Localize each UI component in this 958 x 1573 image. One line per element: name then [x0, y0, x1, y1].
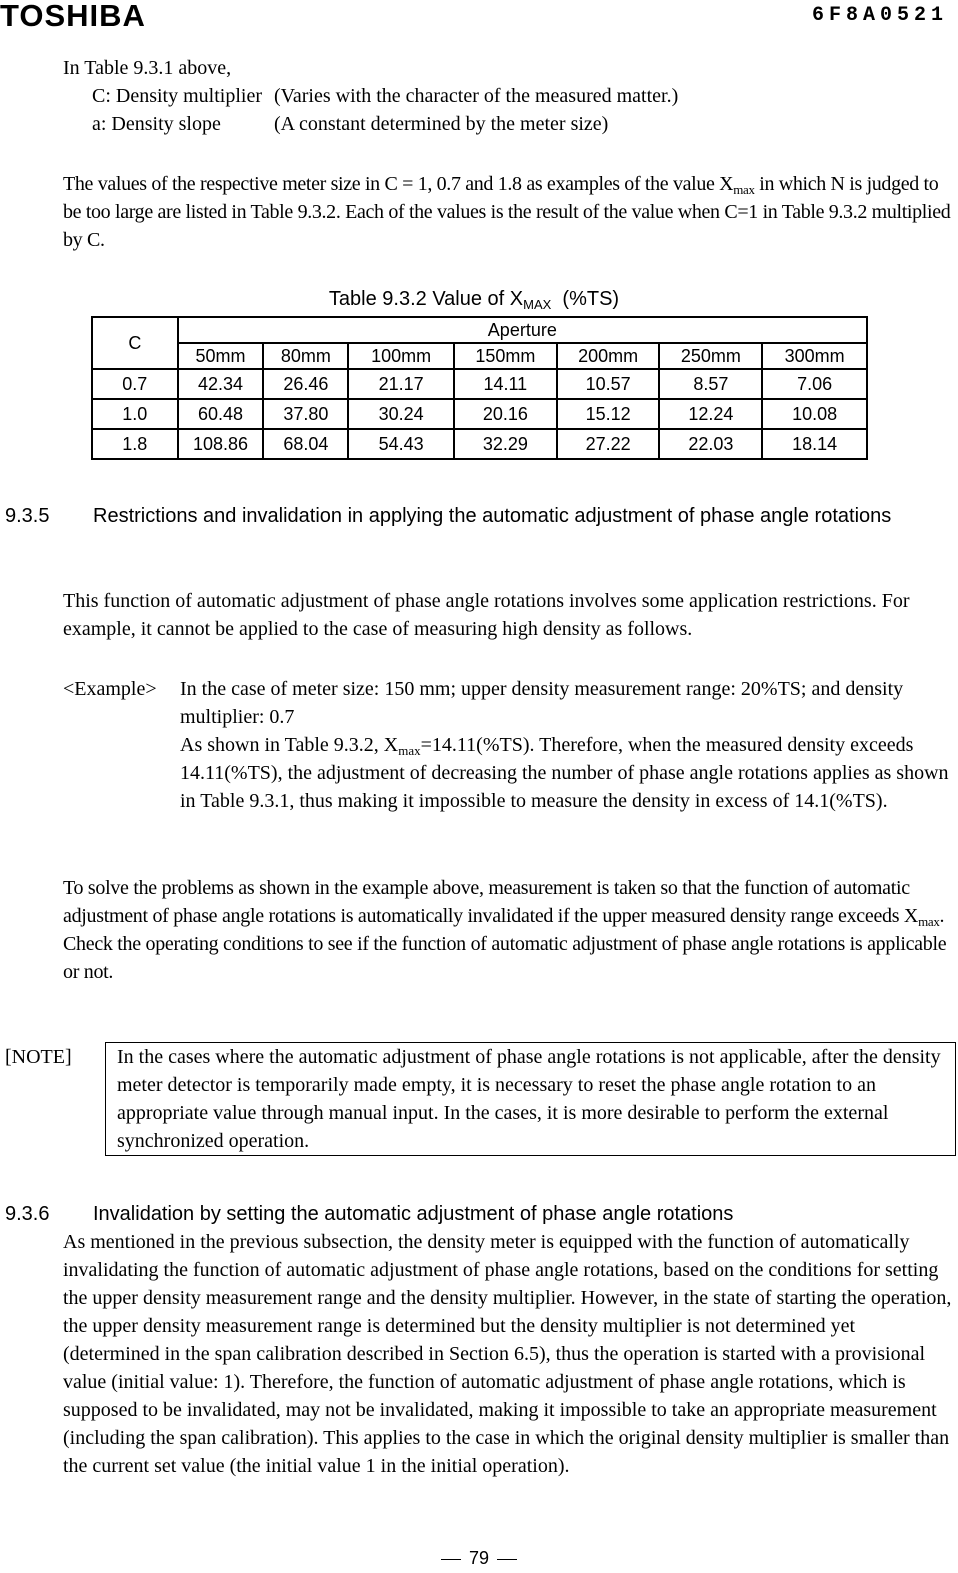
column-group-aperture: Aperture — [178, 317, 867, 343]
para1-text-cont: in which N is judged to be too large are listed in Table 9.3.2. Each of the values is the result of the value when C=1 in Table 9.3.2 multiplied by C. — [63, 173, 951, 251]
row-c-value: 0.7 — [92, 369, 178, 399]
table-body — [92, 369, 867, 459]
table-cell: 10.08 — [762, 399, 867, 429]
table-cell: 30.24 — [348, 399, 454, 429]
example-text: As shown in Table 9.3.2, X — [180, 734, 399, 756]
table-cell: 20.16 — [454, 399, 557, 429]
row-c-value: 1.0 — [92, 399, 178, 429]
example-label: <Example> — [63, 678, 157, 700]
column-header: 150mm — [454, 343, 557, 369]
table-cell: 54.43 — [348, 429, 454, 459]
aperture-header-row — [92, 343, 867, 369]
intro-block — [63, 54, 953, 138]
table-cell: 26.46 — [263, 369, 348, 399]
example-text-cont: =14.11(%TS). Therefore, when the measured density exceeds 14.11(%TS), the adjustment of decreasing the number of phase angle rotations applies as shown in Table 9.3.1, thus making it impossible to measure the density in excess of 14.1(%TS). — [180, 734, 949, 812]
table-cell: 108.86 — [178, 429, 264, 459]
table-cell: 18.14 — [762, 429, 867, 459]
caption-subscript: MAX — [523, 297, 552, 312]
table-cell: 10.57 — [557, 369, 660, 399]
section-title: Restrictions and invalidation in applying the automatic adjustment of phase angle rotations — [93, 505, 892, 527]
table-row — [92, 399, 867, 429]
subscript: max — [918, 914, 940, 929]
example-line: In the case of meter size: 150 mm; upper density measurement range: 20%TS; and density multiplier: 0.7 — [180, 678, 904, 728]
definition-term: C: Density multiplier — [92, 85, 262, 107]
subscript: max — [398, 743, 421, 758]
table-cell: 60.48 — [178, 399, 264, 429]
row-c-value: 1.8 — [92, 429, 178, 459]
table-cell: 27.22 — [557, 429, 660, 459]
example-block — [63, 675, 953, 845]
note-box: In the cases where the automatic adjustment of phase angle rotations is not applicable, after the density meter detector is temporarily made empty, it is necessary to reset the phase angle rotation to an appropriate value through manual input. In the cases, it is more desirable to perform the external synchronized operation. — [105, 1042, 956, 1156]
column-header: 300mm — [762, 343, 867, 369]
restriction-paragraph: This function of automatic adjustment of phase angle rotations involves some application restrictions. For example, it cannot be applied to the case of measuring high density as follows. — [63, 590, 910, 640]
document-number: 6F8A0521 — [811, 4, 948, 27]
table-row — [92, 369, 867, 399]
section-number: 9.3.5 — [5, 505, 50, 527]
footer-dash — [441, 1559, 461, 1560]
column-header: 250mm — [659, 343, 762, 369]
table-cell: 14.11 — [454, 369, 557, 399]
example-body — [180, 675, 953, 815]
table-cell: 22.03 — [659, 429, 762, 459]
xmax-table — [91, 316, 868, 460]
section-title: Invalidation by setting the automatic adjustment of phase angle rotations — [93, 1203, 734, 1225]
definition-row — [63, 110, 953, 138]
solution-text: To solve the problems as shown in the example above, measurement is taken so that the function of automatic adjustment of phase angle rotations is automatically invalidated if the upper measured density range exceeds X — [63, 877, 919, 927]
page-footer — [0, 1548, 958, 1569]
definition-desc: (Varies with the character of the measured matter.) — [274, 85, 679, 107]
column-header: 100mm — [348, 343, 454, 369]
company-logo: TOSHIBA — [0, 0, 146, 33]
solution-paragraph — [63, 874, 953, 986]
intro-line: In Table 9.3.1 above, — [63, 57, 232, 79]
check-paragraph: Check the operating conditions to see if the function of automatic adjustment of phase angle rotations is applicable or not. — [63, 933, 947, 983]
xmax-explanation-paragraph — [63, 170, 953, 254]
section-heading-935 — [5, 503, 892, 559]
table-cell: 68.04 — [263, 429, 348, 459]
example-line — [180, 731, 953, 815]
column-header-c: C — [92, 317, 178, 369]
table-cell: 8.57 — [659, 369, 762, 399]
table-row — [92, 429, 867, 459]
table-cell: 42.34 — [178, 369, 264, 399]
definition-term: a: Density slope — [92, 113, 221, 135]
footer-dash — [497, 1559, 517, 1560]
table-caption — [0, 288, 948, 311]
note-label: [NOTE] — [5, 1046, 72, 1068]
definition-desc: (A constant determined by the meter size) — [274, 113, 609, 135]
table-cell: 15.12 — [557, 399, 660, 429]
subscript: max — [733, 182, 755, 197]
caption-unit: (%TS) — [551, 288, 620, 310]
para1-text: The values of the respective meter size in C = 1, 0.7 and 1.8 as examples of the value X — [63, 173, 734, 195]
table-cell: 12.24 — [659, 399, 762, 429]
page-number: 79 — [468, 1548, 490, 1568]
definition-row — [63, 82, 953, 110]
column-header: 200mm — [557, 343, 660, 369]
table-cell: 37.80 — [263, 399, 348, 429]
invalidation-paragraph: As mentioned in the previous subsection, the density meter is equipped with the function of automatically invalidating the function of automatic adjustment of phase angle rotations, based on the conditions for setting the upper density measurement range and the density multiplier. However, in the state of starting the operation, the upper density measurement range is determined but the density multiplier is not determined yet (determined in the span calibration described in Section 6.5), thus the operation is started with a provisional value (initial value: 1). Therefore, the function of automatic adjustment of phase angle rotations, which is supposed to be invalidated, may not be invalidated, making it impossible to take an appropriate measurement (including the span calibration). This applies to the case in which the original density multiplier is smaller than the current set value (the initial value 1 in the initial operation). — [63, 1231, 952, 1477]
caption-text: Table 9.3.2 Value of X — [328, 288, 524, 310]
column-header: 50mm — [178, 343, 264, 369]
table-cell: 21.17 — [348, 369, 454, 399]
solution-text-end: . — [939, 905, 945, 927]
section-heading-936 — [5, 1201, 734, 1229]
table-cell: 7.06 — [762, 369, 867, 399]
table-cell: 32.29 — [454, 429, 557, 459]
section-number: 9.3.6 — [5, 1203, 50, 1225]
column-header: 80mm — [263, 343, 348, 369]
